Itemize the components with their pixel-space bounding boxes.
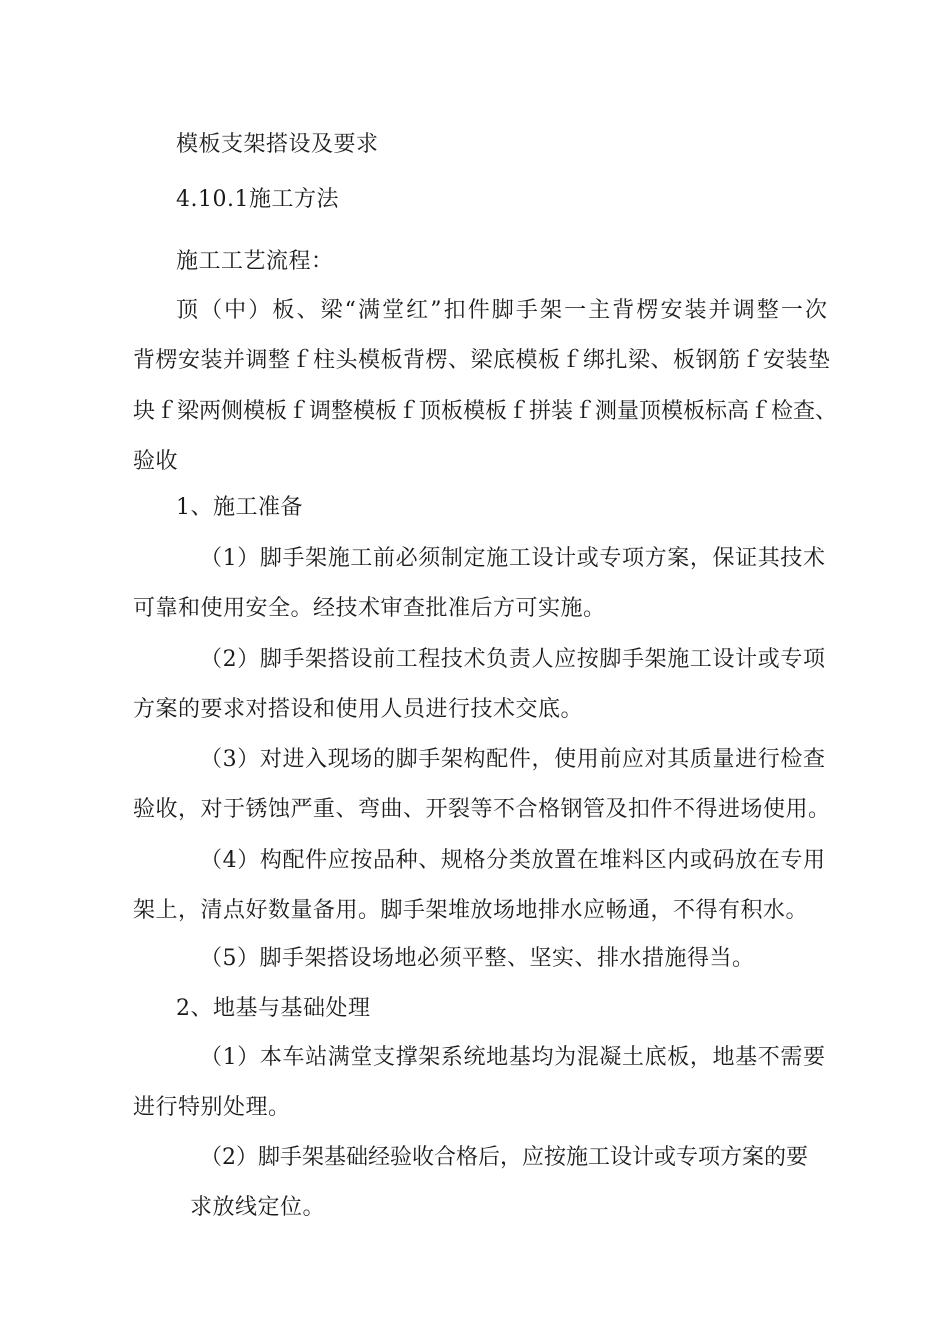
preparation-item-3: （3）对进入现场的脚手架构配件，使用前应对其质量进行检查 [200,747,825,772]
section-1-title: 1、施工准备 [176,495,303,520]
preparation-item-5: （5）脚手架搭设场地必须平整、坚实、排水措施得当。 [200,946,755,971]
preparation-item-2: （2）脚手架搭设前工程技术负责人应按脚手架施工设计或专项 [200,647,825,672]
process-flow-line: 验收 [133,449,179,474]
process-flow-line: 背楞安装并调整ｆ柱头模板背楞、梁底模板ｆ绑扎梁、板钢筋ｆ安装垫 [133,348,830,373]
section-2-title: 2、地基与基础处理 [176,996,371,1021]
preparation-item-3-cont: 验收，对于锈蚀严重、弯曲、开裂等不合格钢管及扣件不得进场使用。 [133,797,831,822]
preparation-item-2-cont: 方案的要求对搭设和使用人员进行技术交底。 [133,697,584,722]
process-flow-line: 顶（中）板、梁“满堂红”扣件脚手架一主背楞安装并调整一次 [176,298,827,323]
preparation-item-1: （1）脚手架施工前必须制定施工设计或专项方案，保证其技术 [200,546,825,571]
preparation-item-4-cont: 架上，清点好数量备用。脚手架堆放场地排水应畅通，不得有积水。 [133,898,809,923]
preparation-item-4: （4）构配件应按品种、规格分类放置在堆料区内或码放在专用 [200,848,825,873]
foundation-item-2-cont: 求放线定位。 [190,1195,326,1220]
process-flow-line: 块ｆ梁两侧模板ｆ调整模板ｆ顶板模板ｆ拼装ｆ测量顶模板标高ｆ检查、 [133,399,838,424]
preparation-item-1-cont: 可靠和使用安全。经技术审查批准后方可实施。 [133,596,606,621]
process-flow-label: 施工工艺流程： [176,249,334,274]
foundation-item-1-cont: 进行特别处理。 [133,1095,291,1120]
foundation-item-2: （2）脚手架基础经验收合格后，应按施工设计或专项方案的要 [200,1145,808,1170]
section-number-title: 4.10.1施工方法 [176,187,339,212]
foundation-item-1: （1）本车站满堂支撑架系统地基均为混凝土底板，地基不需要 [200,1045,825,1070]
document-heading: 模板支架搭设及要求 [176,132,379,157]
